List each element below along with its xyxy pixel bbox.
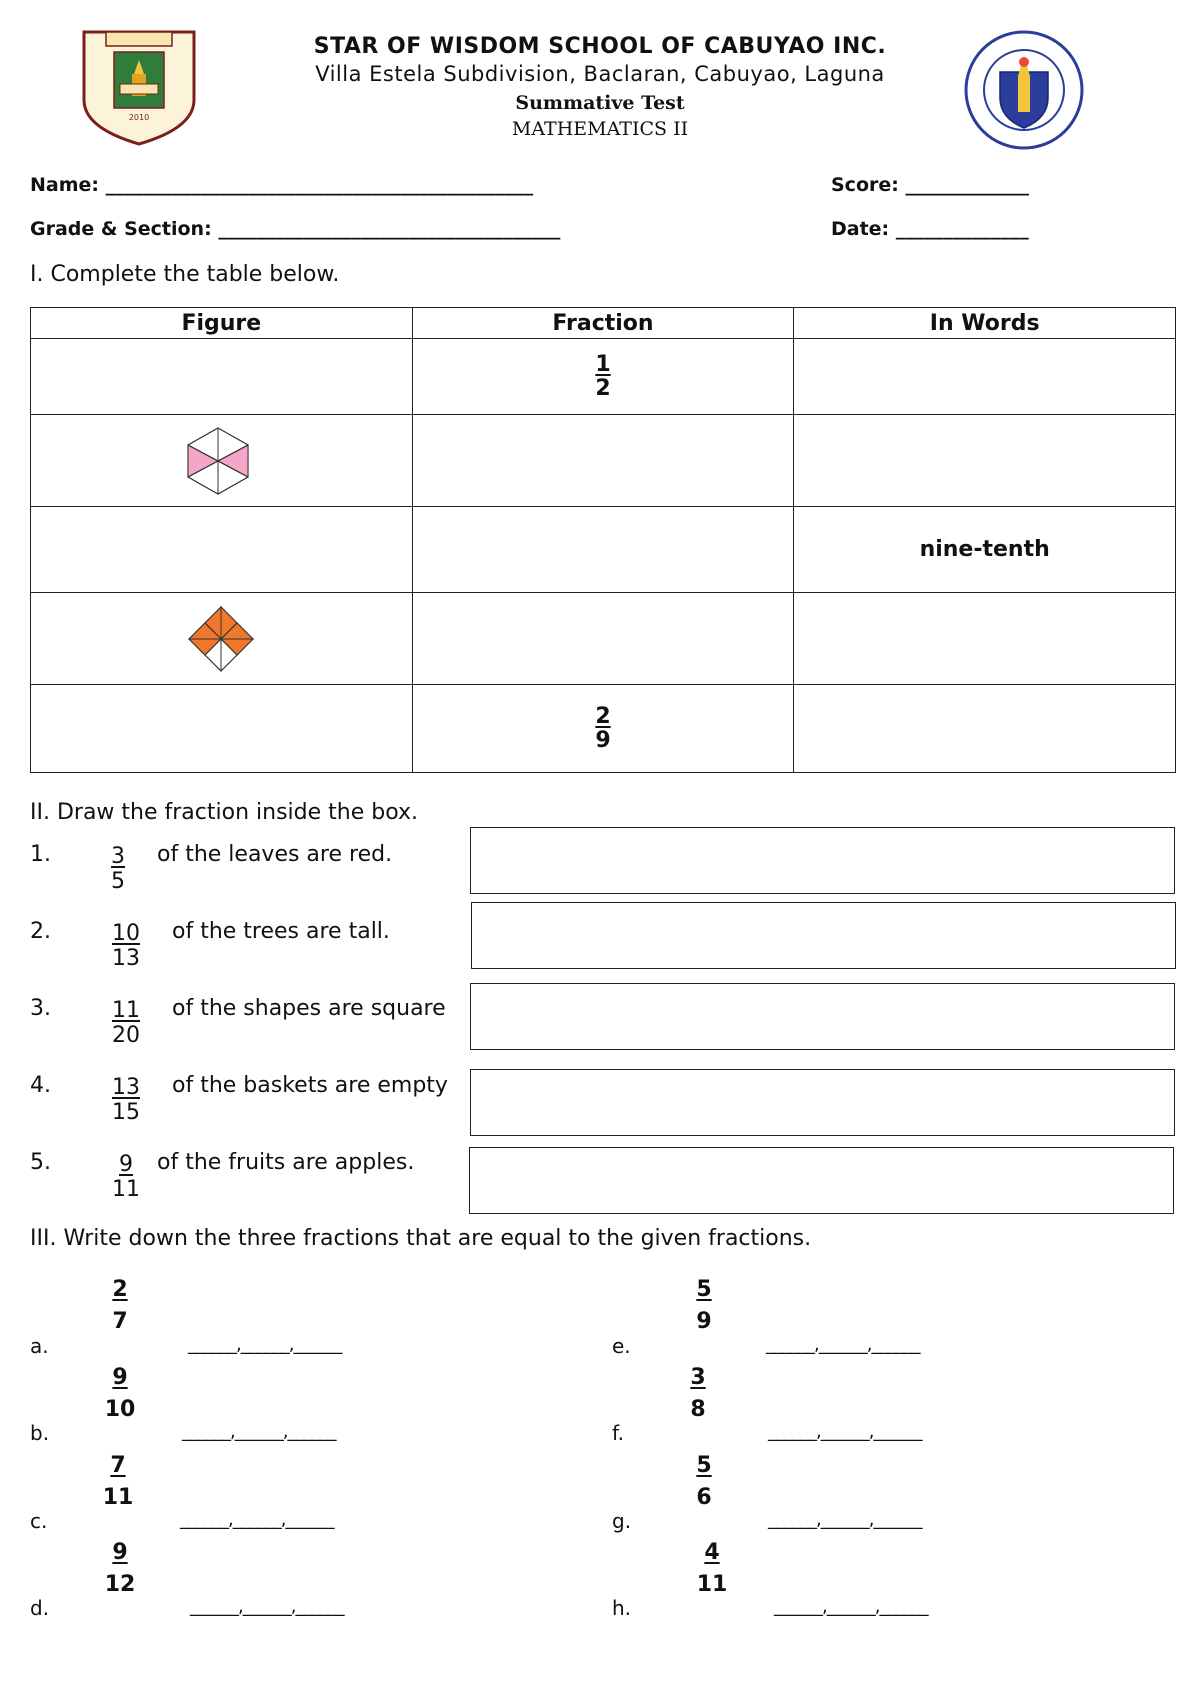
draw-box-1[interactable]: [470, 827, 1175, 894]
header-in-words: In Words: [794, 308, 1176, 339]
date-label: Date:: [831, 218, 890, 240]
name-line[interactable]: _____________________________________________: [105, 174, 534, 196]
score-label: Score:: [831, 174, 899, 196]
name-field: [30, 174, 533, 196]
part2-title: II. Draw the fraction inside the box.: [30, 800, 418, 825]
grade-section-field: [30, 218, 560, 240]
words-cell[interactable]: [794, 593, 1176, 685]
given-fraction-a: $\frac{2}{7}$: [112, 1277, 128, 1334]
item-fraction: $\frac{13}{15}$: [112, 1075, 140, 1125]
name-label: Name:: [30, 174, 100, 196]
given-fraction-g: $\frac{5}{6}$: [696, 1453, 712, 1510]
answer-blank-e[interactable]: ______,______,______: [766, 1334, 920, 1355]
item-fraction: $\frac{10}{13}$: [112, 921, 140, 971]
table-header-row: [31, 308, 1176, 339]
school-address: Villa Estela Subdivision, Baclaran, Cabuyao, Laguna: [315, 62, 885, 86]
item-number: 3.: [30, 996, 51, 1021]
item-text: of the fruits are apples.: [157, 1150, 415, 1175]
item-fraction: $\frac{11}{20}$: [112, 998, 140, 1048]
school-logo: [80, 28, 198, 146]
draw-box-5[interactable]: [469, 1147, 1174, 1214]
draw-box-3[interactable]: [470, 983, 1175, 1050]
item-number: 2.: [30, 919, 51, 944]
table-row: [31, 507, 1176, 593]
header-figure: Figure: [31, 308, 413, 339]
fraction-table: [30, 307, 1176, 773]
item-fraction: $\frac{3}{5}$: [111, 844, 125, 894]
letter-label: b.: [30, 1421, 50, 1445]
fraction-cell[interactable]: [412, 415, 794, 507]
figure-cell[interactable]: [31, 507, 413, 593]
answer-blank-c[interactable]: ______,______,______: [180, 1509, 334, 1530]
letter-label: e.: [612, 1334, 631, 1358]
grade-line[interactable]: ____________________________________: [218, 218, 561, 240]
words-cell[interactable]: [794, 339, 1176, 415]
school-name: STAR OF WISDOM SCHOOL OF CABUYAO INC.: [313, 34, 887, 59]
words-cell[interactable]: [794, 685, 1176, 773]
given-fraction-c: $\frac{7}{11}$: [102, 1453, 134, 1510]
answer-blank-d[interactable]: ______,______,______: [190, 1596, 344, 1617]
answer-blank-a[interactable]: ______,______,______: [188, 1334, 342, 1355]
svg-text:2010: 2010: [128, 113, 150, 122]
part1-title: I. Complete the table below.: [30, 262, 340, 287]
given-fraction-d: $\frac{9}{12}$: [104, 1540, 136, 1597]
figure-cell: [31, 593, 413, 685]
denominator: 2: [595, 375, 611, 401]
table-row: [31, 339, 1176, 415]
hexagon-figure: [186, 426, 250, 496]
letter-label: c.: [30, 1509, 48, 1533]
words-nine-tenth: nine-tenth: [919, 537, 1050, 562]
table-row: [31, 593, 1176, 685]
given-fraction-e: $\frac{5}{9}$: [696, 1277, 712, 1334]
item-text: of the baskets are empty: [172, 1073, 448, 1098]
letter-label: h.: [612, 1596, 632, 1620]
answer-blank-f[interactable]: ______,______,______: [768, 1421, 922, 1442]
fraction-cell: [412, 339, 794, 415]
fraction-cell: [412, 685, 794, 773]
fraction-cell[interactable]: [412, 593, 794, 685]
denominator: 9: [595, 727, 611, 753]
words-cell: [794, 507, 1176, 593]
letter-label: f.: [612, 1421, 624, 1445]
numerator: 1: [595, 351, 611, 377]
letter-label: d.: [30, 1596, 50, 1620]
test-type: Summative Test: [515, 92, 685, 114]
date-line[interactable]: ______________: [895, 218, 1029, 240]
letter-label: a.: [30, 1334, 49, 1358]
numerator: 2: [595, 703, 611, 729]
date-field: [831, 218, 1029, 240]
item-number: 1.: [30, 842, 51, 867]
fraction-cell[interactable]: [412, 507, 794, 593]
figure-cell: [31, 415, 413, 507]
part3-title: III. Write down the three fractions that are equal to the given fractions.: [30, 1226, 812, 1251]
subject: MATHEMATICS II: [511, 118, 689, 140]
answer-blank-h[interactable]: ______,______,______: [774, 1596, 928, 1617]
letter-label: g.: [612, 1509, 632, 1533]
answer-blank-b[interactable]: ______,______,______: [182, 1421, 336, 1442]
score-line[interactable]: _____________: [905, 174, 1029, 196]
item-text: of the leaves are red.: [157, 842, 393, 867]
table-row: [31, 415, 1176, 507]
given-fraction-b: $\frac{9}{10}$: [104, 1365, 136, 1422]
grade-label: Grade & Section:: [30, 218, 212, 240]
item-text: of the trees are tall.: [172, 919, 390, 944]
header-fraction: Fraction: [412, 308, 794, 339]
figure-cell[interactable]: [31, 685, 413, 773]
item-number: 5.: [30, 1150, 51, 1175]
item-text: of the shapes are square: [172, 996, 446, 1021]
fraction: [595, 353, 610, 401]
diamond-figure: [187, 605, 255, 673]
table-row: [31, 685, 1176, 773]
answer-blank-g[interactable]: ______,______,______: [768, 1509, 922, 1530]
draw-box-4[interactable]: [470, 1069, 1175, 1136]
given-fraction-f: $\frac{3}{8}$: [690, 1365, 706, 1422]
score-field: [831, 174, 1029, 196]
item-fraction: $\frac{9}{11}$: [112, 1152, 140, 1202]
given-fraction-h: $\frac{4}{11}$: [696, 1540, 728, 1597]
figure-cell[interactable]: [31, 339, 413, 415]
draw-box-2[interactable]: [471, 902, 1176, 969]
fraction: [595, 705, 610, 753]
words-cell[interactable]: [794, 415, 1176, 507]
item-number: 4.: [30, 1073, 51, 1098]
